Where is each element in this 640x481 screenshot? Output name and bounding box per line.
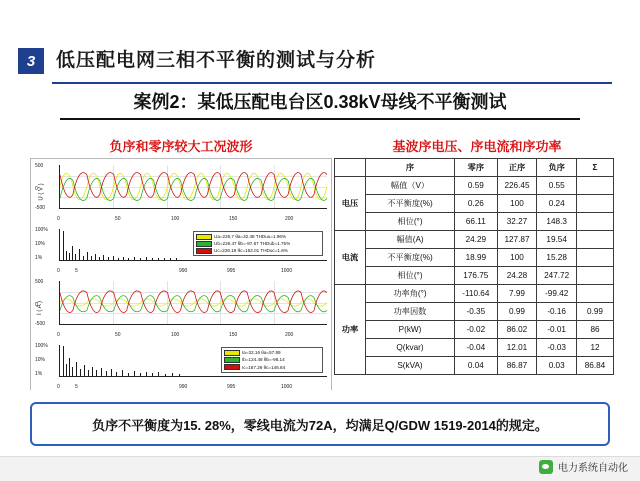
voltage-x-tick-1: 50 <box>115 216 121 222</box>
cell-current-mag-sum <box>577 231 614 249</box>
cell-pf-pos: 0.99 <box>497 303 537 321</box>
cell-q-neg: -0.03 <box>537 339 577 357</box>
ispec-x-tick-4: 1000 <box>281 384 293 390</box>
table-row <box>335 285 614 303</box>
cell-q-pos: 12.01 <box>497 339 537 357</box>
cell-voltage-ph-zero: 66.11 <box>455 213 498 231</box>
param-reactive-power: Q(kvar) <box>366 339 455 357</box>
phase-c-color-swatch <box>196 248 212 254</box>
cell-voltage-unb-sum <box>577 195 614 213</box>
current-spectrum-plot-area <box>59 345 327 377</box>
right-panel-caption: 基波序电压、序电流和序功率 <box>392 139 562 154</box>
table-row <box>335 357 614 375</box>
param-voltage-unbalance: 不平衡度(%) <box>366 195 455 213</box>
th-blank <box>335 159 366 177</box>
group-label-voltage: 电压 <box>335 177 366 231</box>
cell-voltage-ph-neg: 148.3 <box>537 213 577 231</box>
current-legend-b-text: Ib=124.48 θb=-98.14 <box>242 357 285 363</box>
table-header-row <box>335 159 614 177</box>
current-x-tick-1: 50 <box>115 332 121 338</box>
vspec-y-tick-1: 1% <box>35 255 43 261</box>
table-row <box>335 231 614 249</box>
voltage-y-tick-min: -500 <box>35 205 46 211</box>
table-row <box>335 213 614 231</box>
th-zero-sequence: 零序 <box>455 159 498 177</box>
cell-voltage-unb-zero: 0.26 <box>455 195 498 213</box>
current-x-tick-3: 150 <box>229 332 238 338</box>
voltage-spectrum-plot-area <box>59 229 327 261</box>
current-x-tick-4: 200 <box>285 332 294 338</box>
voltage-legend-a-text: Ua=226.7 θa=32.48 THDuu=1.96% <box>214 234 287 239</box>
th-sequence: 序 <box>366 159 455 177</box>
voltage-legend-row-b <box>196 240 320 247</box>
ispec-x-tick-1: 5 <box>75 384 78 390</box>
voltage-wave-svg <box>60 165 327 208</box>
group-label-power: 功率 <box>335 285 366 375</box>
current-y-tick-min: -500 <box>35 321 46 327</box>
cell-current-unb-pos: 100 <box>497 249 537 267</box>
voltage-y-tick-zero: 0 <box>35 186 38 192</box>
table-row <box>335 195 614 213</box>
ispec-y-tick-100: 100% <box>35 343 48 349</box>
current-waveform-chart <box>31 277 331 339</box>
cell-current-unb-neg: 15.28 <box>537 249 577 267</box>
cell-voltage-ph-pos: 32.27 <box>497 213 537 231</box>
cell-current-ph-pos: 24.28 <box>497 267 537 285</box>
ispec-x-tick-2: 990 <box>179 384 188 390</box>
cell-power-angle-neg: -99.42 <box>537 285 577 303</box>
param-voltage-phase: 相位(°) <box>366 213 455 231</box>
cell-p-pos: 86.02 <box>497 321 537 339</box>
param-current-phase: 相位(°) <box>366 267 455 285</box>
sub-title: 案例2：某低压配电台区0.38kV母线不平衡测试 <box>133 92 507 112</box>
voltage-y-tick-max: 500 <box>35 163 44 169</box>
current-x-tick-2: 100 <box>171 332 180 338</box>
phase-c-current-color-swatch <box>224 364 240 370</box>
cell-voltage-ph-sum <box>577 213 614 231</box>
cell-p-neg: -0.01 <box>537 321 577 339</box>
cell-p-zero: -0.02 <box>455 321 498 339</box>
cell-pf-neg: -0.16 <box>537 303 577 321</box>
th-positive-sequence: 正序 <box>497 159 537 177</box>
current-legend-a-text: Ia=32.16 θa=57.89 <box>242 350 281 355</box>
voltage-legend-b-text: Ub=226.47 θb=-87.67 THDub=1.75% <box>214 241 291 247</box>
table-row <box>335 303 614 321</box>
sequence-components-table <box>334 158 614 375</box>
vspec-y-tick-10: 10% <box>35 241 46 247</box>
voltage-plot-area <box>59 165 327 209</box>
cell-voltage-unb-neg: 0.24 <box>537 195 577 213</box>
cell-s-sum: 86.84 <box>577 357 614 375</box>
group-label-current: 电流 <box>335 231 366 285</box>
param-apparent-power: S(kVA) <box>366 357 455 375</box>
current-spectrum-chart <box>31 341 331 391</box>
sub-title-underline <box>60 118 580 120</box>
ispec-y-tick-1: 1% <box>35 371 43 377</box>
cell-current-ph-sum <box>577 267 614 285</box>
cell-voltage-mag-pos: 226.45 <box>497 177 537 195</box>
current-y-axis-label: I ( A ) <box>37 300 44 316</box>
cell-q-zero: -0.04 <box>455 339 498 357</box>
vspec-x-tick-0: 0 <box>57 268 60 274</box>
current-x-tick-0: 0 <box>57 332 60 338</box>
cell-power-angle-pos: 7.99 <box>497 285 537 303</box>
phase-a-color-swatch <box>196 234 212 240</box>
param-voltage-magnitude: 幅值（V） <box>366 177 455 195</box>
voltage-legend <box>193 231 323 256</box>
th-negative-sequence: 负序 <box>537 159 577 177</box>
voltage-legend-c-text: Uc=226.19 θc=152.01 THDuc=1.6% <box>214 248 288 254</box>
current-plot-area <box>59 281 327 325</box>
phase-b-current-color-swatch <box>224 357 240 363</box>
voltage-x-tick-4: 200 <box>285 216 294 222</box>
ispec-y-tick-10: 10% <box>35 357 46 363</box>
voltage-x-tick-0: 0 <box>57 216 60 222</box>
wechat-account <box>539 459 628 474</box>
phase-b-color-swatch <box>196 241 212 247</box>
table-row <box>335 177 614 195</box>
current-y-tick-max: 500 <box>35 279 44 285</box>
vspec-x-tick-1: 5 <box>75 268 78 274</box>
cell-pf-zero: -0.35 <box>455 303 498 321</box>
table-row <box>335 267 614 285</box>
slide-header <box>0 18 640 71</box>
voltage-legend-row-a <box>196 233 320 240</box>
cell-s-pos: 86.87 <box>497 357 537 375</box>
param-current-unbalance: 不平衡度(%) <box>366 249 455 267</box>
current-legend-row-b <box>224 356 320 363</box>
cell-current-mag-zero: 24.29 <box>455 231 498 249</box>
current-legend <box>221 347 323 373</box>
vspec-x-tick-4: 1000 <box>281 268 293 274</box>
page-title: 低压配电网三相不平衡的测试与分析 <box>56 50 377 71</box>
cell-p-sum: 86 <box>577 321 614 339</box>
voltage-spectrum-chart <box>31 225 331 275</box>
cell-voltage-mag-zero: 0.59 <box>455 177 498 195</box>
cell-q-sum: 12 <box>577 339 614 357</box>
section-number-badge: 3 <box>18 48 44 74</box>
cell-power-angle-sum <box>577 285 614 303</box>
cell-s-zero: 0.04 <box>455 357 498 375</box>
waveform-charts-panel <box>30 158 332 390</box>
left-panel-caption: 负序和零序较大工况波形 <box>109 139 253 154</box>
current-legend-row-c <box>224 364 320 371</box>
sequence-components-table-wrap <box>334 158 614 375</box>
param-current-magnitude: 幅值(A) <box>366 231 455 249</box>
cell-current-unb-sum <box>577 249 614 267</box>
phase-a-current-color-swatch <box>224 350 240 356</box>
cell-voltage-mag-neg: 0.55 <box>537 177 577 195</box>
th-sum: Σ <box>577 159 614 177</box>
current-wave-svg <box>60 281 327 324</box>
param-power-factor: 功率因数 <box>366 303 455 321</box>
cell-power-angle-zero: -110.64 <box>455 285 498 303</box>
ispec-x-tick-3: 995 <box>227 384 236 390</box>
cell-s-neg: 0.03 <box>537 357 577 375</box>
wechat-icon <box>539 460 553 474</box>
param-active-power: P(kW) <box>366 321 455 339</box>
wechat-account-name: 电力系统自动化 <box>558 463 628 474</box>
cell-pf-sum: 0.99 <box>577 303 614 321</box>
ispec-x-tick-0: 0 <box>57 384 60 390</box>
vspec-x-tick-2: 990 <box>179 268 188 274</box>
voltage-legend-row-c <box>196 247 320 254</box>
cell-current-ph-neg: 247.72 <box>537 267 577 285</box>
param-power-angle: 功率角(°) <box>366 285 455 303</box>
current-legend-c-text: Ic=167.26 θc=146.84 <box>242 364 286 370</box>
current-legend-row-a <box>224 349 320 356</box>
cell-current-ph-zero: 176.75 <box>455 267 498 285</box>
current-y-tick-zero: 0 <box>35 302 38 308</box>
header-divider <box>52 82 612 84</box>
voltage-y-axis-label: U ( V ) <box>38 183 45 201</box>
voltage-waveform-chart <box>31 161 331 223</box>
vspec-x-tick-3: 995 <box>227 268 236 274</box>
cell-voltage-mag-sum <box>577 177 614 195</box>
voltage-x-tick-2: 100 <box>171 216 180 222</box>
table-row <box>335 249 614 267</box>
cell-current-mag-neg: 19.54 <box>537 231 577 249</box>
conclusion-box: 负序不平衡度为15. 28%，零线电流为72A，均满足Q/GDW 1519-2014的规定。 <box>30 402 610 446</box>
vspec-y-tick-100: 100% <box>35 227 48 233</box>
cell-current-mag-pos: 127.87 <box>497 231 537 249</box>
table-row <box>335 339 614 357</box>
table-row <box>335 321 614 339</box>
cell-voltage-unb-pos: 100 <box>497 195 537 213</box>
cell-current-unb-zero: 18.99 <box>455 249 498 267</box>
voltage-x-tick-3: 150 <box>229 216 238 222</box>
